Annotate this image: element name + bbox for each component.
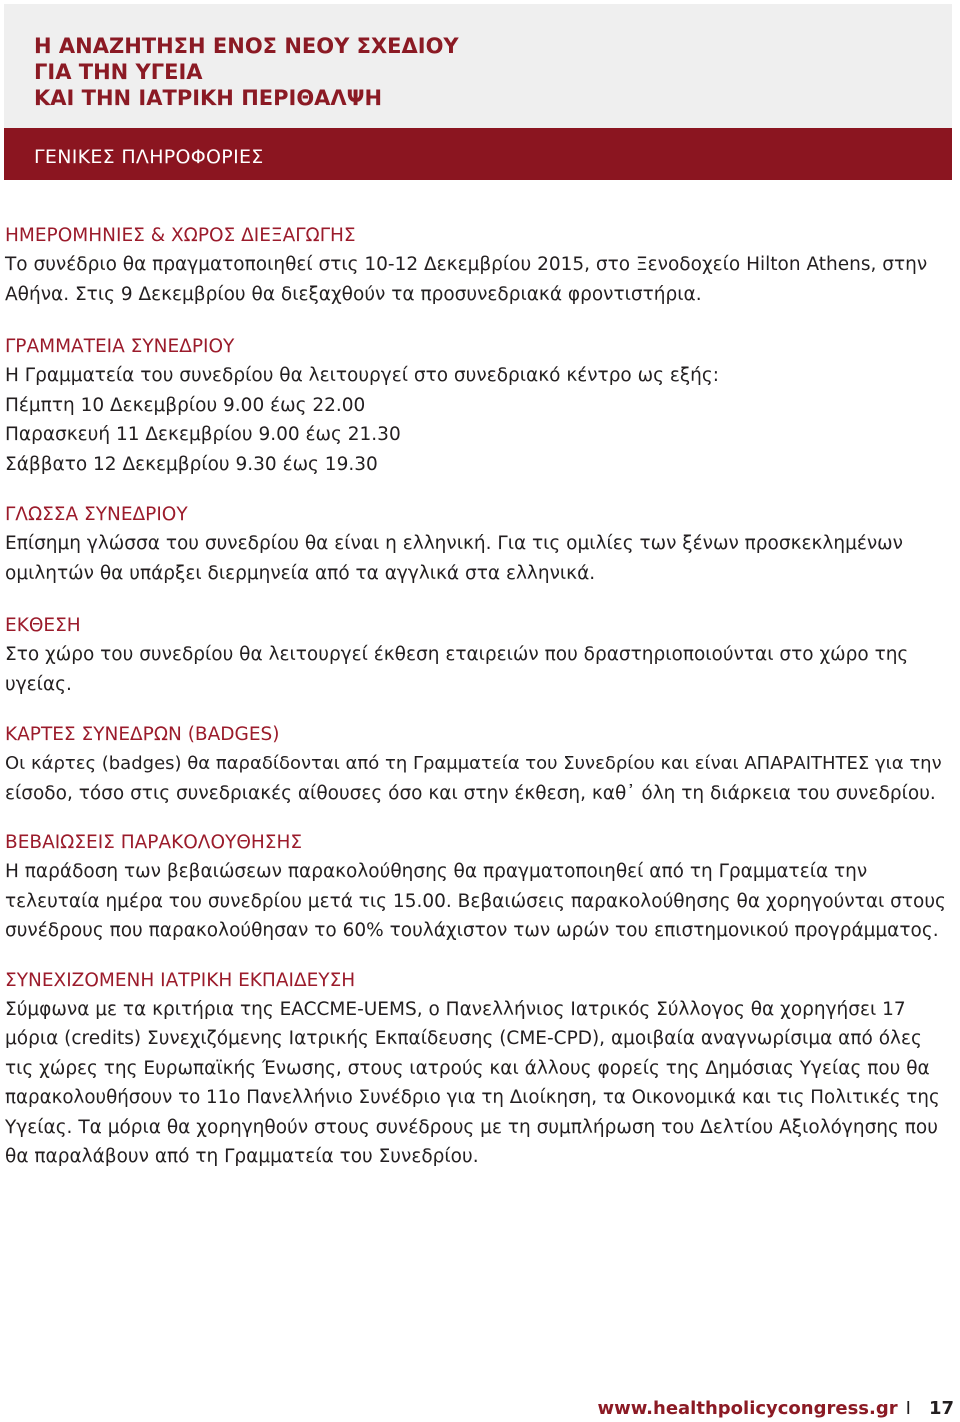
page-title-line-3: ΚΑΙ ΤΗΝ ΙΑΤΡΙΚΗ ΠΕΡΙΘΑΛΨΗ <box>34 86 383 110</box>
section-secretariat <box>5 332 950 479</box>
section-attendance-certificates <box>5 828 950 946</box>
section-title: ΓΡΑΜΜΑΤΕΙΑ ΣΥΝΕΔΡΙΟΥ <box>5 336 235 357</box>
text-line: Η Γραμματεία του συνεδρίου θα λειτουργεί στο συνεδριακό κέντρο ως εξής: <box>5 365 719 386</box>
section-title: ΣΥΝΕΧΙΖΟΜΕΝΗ ΙΑΤΡΙΚΗ ΕΚΠΑΙΔΕΥΣΗ <box>5 969 356 991</box>
section-exhibition <box>5 611 950 699</box>
section-language <box>5 500 950 588</box>
section-title: ΕΚΘΕΣΗ <box>5 615 81 636</box>
text-line: Πέμπτη 10 Δεκεμβρίου 9.00 έως 22.00 <box>5 394 366 416</box>
page-title-line-1: Η ΑΝΑΖΗΤΗΣΗ ΕΝΟΣ ΝΕΟΥ ΣΧΕΔΙΟΥ <box>34 34 459 58</box>
section-title: ΓΛΩΣΣΑ ΣΥΝΕΔΡΙΟΥ <box>5 504 188 525</box>
section-title: ΒΕΒΑΙΩΣΕΙΣ ΠΑΡΑΚΟΛΟΥΘΗΣΗΣ <box>5 832 303 853</box>
text-line: Σύμφωνα με τα κριτήρια της EACCME-UEMS, ο Πανελλήνιος Ιατρικός Σύλλογος θα χορηγήσει 17 <box>5 998 906 1020</box>
text-line: υγείας. <box>5 673 72 695</box>
text-line: Σάββατο 12 Δεκεμβρίου 9.30 έως 19.30 <box>5 453 378 475</box>
page-title-line-2: ΓΙΑ ΤΗΝ ΥΓΕΙΑ <box>34 60 203 84</box>
text-line: μόρια (credits) Συνεχιζόμενης Ιατρικής Εκπαίδευσης (CME-CPD), αμοιβαία αναγνωρίσιμα από όλες <box>5 1028 922 1049</box>
text-line: παρακολουθήσουν το 11ο Πανελλήνιο Συνέδριο για τη Διοίκηση, τα Οικονομικά και τις Πολιτικές της <box>5 1087 940 1108</box>
text-line: είσοδο, τόσο στις συνεδριακές αίθουσες όσο και στην έκθεση, καθ᾽ όλη τη διάρκεια του συνεδρίου. <box>5 782 936 804</box>
section-text <box>5 250 950 309</box>
text-line: Επίσημη γλώσσα του συνεδρίου θα είναι η ελληνική. Για τις ομιλίες των ξένων προσκεκλημένων <box>5 533 903 554</box>
section-text <box>5 857 950 946</box>
website-link[interactable]: www.healthpolicycongress.gr <box>597 1398 898 1419</box>
section-dates-venue <box>5 221 950 309</box>
page-footer <box>597 1398 954 1420</box>
section-badges <box>5 720 950 808</box>
text-line: Αθήνα. Στις 9 Δεκεμβρίου θα διεξαχθούν τα προσυνεδριακά φροντιστήρια. <box>5 283 702 305</box>
section-text <box>5 640 950 699</box>
main-content <box>5 221 950 1172</box>
text-line: τις χώρες της Ευρωπαϊκής Ένωσης, στους ιατρούς και άλλους φορείς της Δημόσιας Υγείας που θα <box>5 1057 930 1079</box>
page-number: 17 <box>928 1398 954 1419</box>
text-line: Υγείας. Τα μόρια θα χορηγηθούν στους συνέδρους με τη συμπλήρωση του Δελτίου Αξιολόγησης που <box>5 1116 938 1138</box>
text-line: Οι κάρτες (badges) θα παραδίδονται από τη Γραμματεία του Συνεδρίου και είναι ΑΠΑΡΑΙΤΗΤΕΣ για την <box>5 753 942 774</box>
section-banner-title: ΓΕΝΙΚΕΣ ΠΛΗΡΟΦΟΡΙΕΣ <box>34 146 264 168</box>
text-line: Το συνέδριο θα πραγματοποιηθεί στις 10-12 Δεκεμβρίου 2015, στο Ξενοδοχείο Hilton Athens, στην <box>5 254 928 275</box>
footer-separator: I <box>905 1398 911 1419</box>
text-line: Παρασκευή 11 Δεκεμβρίου 9.00 έως 21.30 <box>5 424 401 445</box>
section-title: ΗΜΕΡΟΜΗΝΙΕΣ & ΧΩΡΟΣ ΔΙΕΞΑΓΩΓΗΣ <box>5 225 356 246</box>
text-line: θα παραλάβουν από τη Γραμματεία του Συνεδρίου. <box>5 1146 479 1167</box>
section-text <box>5 995 950 1172</box>
section-cme <box>5 966 950 1172</box>
text-line: Στο χώρο του συνεδρίου θα λειτουργεί έκθεση εταιρειών που δραστηριοποιούνται στο χώρο της <box>5 644 909 665</box>
text-line: Η παράδοση των βεβαιώσεων παρακολούθησης θα πραγματοποιηθεί από τη Γραμματεία την <box>5 861 868 882</box>
text-line: συνέδρους που παρακολούθησαν το 60% τουλάχιστον των ωρών του επιστημονικού προγράμματος. <box>5 920 939 941</box>
section-text <box>5 361 950 479</box>
text-line: τελευταία ημέρα του συνεδρίου μετά τις 15.00. Βεβαιώσεις παρακολούθησης θα χορηγούνται στους <box>5 890 946 912</box>
section-text <box>5 749 950 808</box>
section-title: ΚΑΡΤΕΣ ΣΥΝΕΔΡΩΝ (BADGES) <box>5 724 280 745</box>
text-line: ομιλητών θα υπάρξει διερμηνεία από τα αγγλικά στα ελληνικά. <box>5 562 596 584</box>
section-text <box>5 529 950 588</box>
